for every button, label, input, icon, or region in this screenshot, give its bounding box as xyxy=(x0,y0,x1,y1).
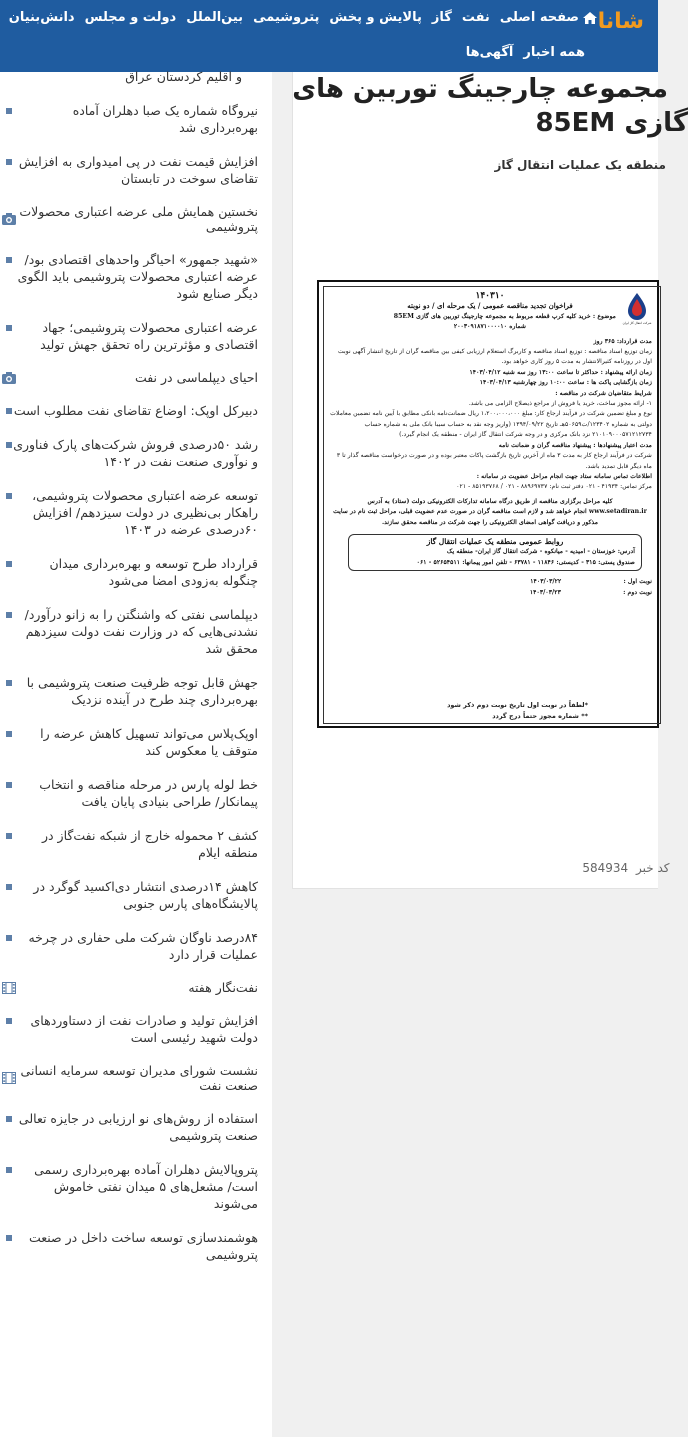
sidebar-news-item[interactable] xyxy=(0,980,258,995)
nav-ads[interactable]: آگهی‌ها xyxy=(465,45,514,60)
news-code-value: 584934 xyxy=(582,861,629,875)
bullet-icon xyxy=(6,935,12,941)
tender-notice-image xyxy=(317,280,659,728)
tender-guarantee: نوع و مبلغ تضمین شرکت در فرآیند ارجاع کار: مبلغ ۱،۲۰۰،۰۰۰،۰۰۰ ریال ضمانت‌نامه بانکی مطابق با آیین نامه تضمین معاملات دولتی به شماره ۱۲۳۴۰۲/ت۵۰۶۵۹هـ تاریخ ۱۳۹۴/۰۹/۲۲ (واریز وجه نقد به حساب سیبا بانک ملی به شماره حساب ۲۱۰۱۰۹۰۰۰۵۷۱۲۱۲۷۳۴ نزد بانک مرکزی و در وجه شرکت انتقال گاز ایران - منطقه یک انجام گیرد.) xyxy=(330,410,652,439)
sidebar-news-item[interactable] xyxy=(0,1161,258,1212)
bullet-icon xyxy=(6,493,12,499)
bullet-icon xyxy=(6,612,12,618)
sidebar-news-item[interactable] xyxy=(0,1229,258,1263)
sidebar-news-title: کشف ۲ محموله خارج از شبکه نفت‌گاز در منطقه ایلام xyxy=(41,828,258,860)
tender-distribution: زمان توزیع اسناد مناقصه : توزیع اسناد مناقصه و کاربرگ استعلام ارزیابی کیفی بین مناقصه گران از تاریخ انتشار آگهی نوبت اول در روزنامه کثیرالانتشار به مدت ۵ روز کاری خواهد بود. xyxy=(337,348,652,366)
tender-date1 xyxy=(328,577,652,587)
nav-knowledge[interactable]: دانش‌بنیان xyxy=(8,10,75,25)
sidebar-news-item[interactable] xyxy=(0,102,258,136)
bullet-icon xyxy=(6,108,12,114)
sidebar-news-title: خط لوله پارس در مرحله مناقصه و انتخاب پیمانکار/ طراحی بنیادی پایان یافت xyxy=(39,777,258,809)
article-title-line2: گازی 85EM xyxy=(535,108,688,138)
tender-date2 xyxy=(328,588,652,598)
bullet-icon xyxy=(6,731,12,737)
sidebar-news-title: پتروپالایش دهلران آماده بهره‌برداری رسمی است/ مشعل‌های ۵ میدان نفتی خاموش می‌شوند xyxy=(34,1162,258,1211)
tender-contact-box xyxy=(348,534,642,571)
film-icon xyxy=(2,982,16,994)
tender-contact-title: اطلاعات تماس سامانه ستاد جهت انجام مراحل عضویت در سامانه : xyxy=(476,472,652,480)
sidebar-news-item[interactable] xyxy=(0,1110,258,1144)
tender-box-contact: صندوق پستی: ۳۱۵ - کدپستی: ۱۱۸۴۶ - ۶۳۷۸۱ - تلفن امور پیمانها: ۵۲۶۵۴۵۱۱ - ۰۶۱ xyxy=(416,558,635,566)
tender-condition-1: ۱- ارائه مجوز ساخت، خرید یا فروش از مراجع ذیصلاح الزامی می باشد. xyxy=(468,400,652,408)
bullet-icon xyxy=(6,1018,12,1024)
top-navbar xyxy=(0,0,658,72)
tender-box-title: روابط عمومی منطقه یک عملیات انتقال گاز xyxy=(426,536,564,546)
sidebar-news-item[interactable] xyxy=(0,606,258,657)
sidebar-news-title: نیروگاه شماره یک صبا دهلران آماده بهره‌برداری شد xyxy=(72,103,258,135)
tender-number: ۱۴۰۳۱۰ xyxy=(475,291,505,301)
bullet-icon xyxy=(6,1235,12,1241)
sidebar-news-list xyxy=(0,69,258,1280)
bullet-icon xyxy=(6,782,12,788)
tender-date1-label: نوبت اول : xyxy=(623,578,652,586)
shana-logo[interactable] xyxy=(597,4,646,34)
sidebar-news-title: جهش قابل توجه ظرفیت صنعت پتروشیمی با بهره‌برداری چند طرح در آینده نزدیک xyxy=(26,675,258,707)
tender-setad: کلیه مراحل برگزاری مناقصه از طریق درگاه سامانه تدارکات الکترونیکی دولت (ستاد) به آدرس xyxy=(367,497,613,505)
sidebar-news-item[interactable] xyxy=(0,370,258,385)
bullet-icon xyxy=(6,680,12,686)
article-area xyxy=(292,72,688,889)
sidebar-news-item[interactable] xyxy=(0,487,258,538)
sidebar-news-item[interactable] xyxy=(0,827,258,861)
nav-refining[interactable]: پالایش و پخش xyxy=(329,10,422,25)
tender-notice xyxy=(323,286,661,724)
secondary-nav xyxy=(461,43,590,63)
tender-opening: زمان بازگشایی پاکت ها : ساعت ۱۰:۰۰ روز چهارشنبه ۱۴۰۳/۰۴/۱۳ xyxy=(479,379,652,387)
sidebar-news-title: نشست شورای مدیران توسعه سرمایه انسانی صنعت نفت xyxy=(20,1063,258,1093)
sidebar-news-title: دیپلماسی نفتی که واشنگتن را به زانو درآورد/ نشدنی‌هایی که در وزارت نفت دولت سیزدهم محقق شد xyxy=(24,607,258,656)
nav-petrochemical[interactable]: پتروشیمی xyxy=(253,10,320,25)
svg-text:شانا: شانا xyxy=(597,9,644,34)
sidebar-news-item[interactable] xyxy=(0,929,258,963)
sidebar-news-item[interactable] xyxy=(0,1012,258,1046)
sidebar-news-item[interactable] xyxy=(0,153,258,187)
article-title xyxy=(292,72,688,140)
bullet-icon xyxy=(6,561,12,567)
main-nav xyxy=(0,8,602,28)
sidebar-news-title: رشد ۵۰درصدی فروش شرکت‌های پارک فناوری و نوآوری صنعت نفت در ۱۴۰۲ xyxy=(13,437,258,469)
tender-date2-value: ۱۴۰۳/۰۳/۲۳ xyxy=(529,588,561,596)
tender-contact: مرکز تماس: ۴۱۹۳۴ - ۰۲۱ دفتر ثبت نام: ۸۸۹۶۹۷۳۷ - ۰۲۱ / ۸۵۱۹۳۷۶۸ - ۰۲۱ xyxy=(456,483,652,491)
bullet-icon xyxy=(6,833,12,839)
bullet-icon xyxy=(6,408,12,414)
sidebar-news-item[interactable] xyxy=(0,68,258,85)
sidebar-news-title: ۸۴درصد ناوگان شرکت ملی حفاری در چرخه عملیات قرار دارد xyxy=(28,930,258,962)
sidebar-news-item[interactable] xyxy=(0,402,258,419)
news-code xyxy=(582,861,670,875)
bullet-icon xyxy=(6,257,12,263)
sidebar-news-item[interactable] xyxy=(0,436,258,470)
sidebar-news-item[interactable] xyxy=(0,555,258,589)
article-subtitle: منطقه یک عملیات انتقال گاز xyxy=(494,158,666,172)
tender-subject: موضوع : خرید کلیه کرپ قطعه مربوط به مجموعه چارجینگ توربین های گازی 85EM xyxy=(393,312,616,320)
bullet-icon xyxy=(6,884,12,890)
sidebar-news-title: احیای دیپلماسی در نفت xyxy=(134,370,258,385)
sidebar-news-item[interactable] xyxy=(0,251,258,302)
sidebar-news-item[interactable] xyxy=(0,725,258,759)
sidebar-news-item[interactable] xyxy=(0,204,258,234)
bullet-icon xyxy=(6,1167,12,1173)
nav-international[interactable]: بین‌الملل xyxy=(186,10,244,25)
nav-all-news[interactable]: همه اخبار xyxy=(523,45,585,60)
sidebar-news-title: کاهش ۱۴درصدی انتشار دی‌اکسید گوگرد در پالایشگاه‌های پارس جنوبی xyxy=(33,879,258,911)
sidebar-news-title: اوپک‌پلاس می‌تواند تسهیل کاهش عرضه را متوقف یا معکوس کند xyxy=(40,726,258,758)
nav-home-label: صفحه اصلی xyxy=(499,10,579,25)
sidebar-news-title: افزایش قیمت نفت در پی امیدواری به افزایش تقاضای سوخت در تابستان xyxy=(18,154,258,186)
sidebar-news-title: «شهید جمهور» احیاگر واحدهای اقتصادی بود/ عرضه اعتباری محصولات پتروشیمی باید الگوی دیگر صنایع شود xyxy=(17,252,258,301)
bullet-icon xyxy=(6,442,12,448)
tender-heading: فراخوان تجدید مناقصه عمومی / یک مرحله ای / دو نوبته xyxy=(407,301,573,311)
tender-validity-text: شرکت در فرآیند ارجاع کار به مدت ۳ ماه از آخرین تاریخ بازگشت پاکات معتبر بوده و در صورت درخواست مناقصه گذار تا ۳ ماه دیگر قابل تمدید باشد. xyxy=(336,452,652,470)
bullet-icon xyxy=(6,159,12,165)
sidebar-news-item[interactable] xyxy=(0,1063,258,1093)
sidebar-news-title: هوشمندسازی توسعه ساخت داخل در صنعت پتروشیمی xyxy=(28,1230,258,1262)
sidebar-news-title: افزایش تولید و صادرات نفت از دستاوردهای دولت شهید رئیسی است xyxy=(30,1013,258,1045)
sidebar-news-item[interactable] xyxy=(0,776,258,810)
camera-icon xyxy=(2,372,16,384)
tender-dates xyxy=(328,577,652,598)
news-code-label: کد خبر xyxy=(636,861,670,875)
sidebar-news-title: قرارداد طرح توسعه و بهره‌برداری میدان چنگوله به‌زودی امضا می‌شود xyxy=(49,556,258,588)
sidebar-news-item[interactable] xyxy=(0,674,258,708)
tender-conditions: شرایط متقاضیان شرکت در مناقصه : xyxy=(555,389,652,397)
bullet-icon xyxy=(6,325,12,331)
nav-oil[interactable]: نفت xyxy=(461,10,490,25)
film-icon xyxy=(2,1072,16,1084)
nav-government[interactable]: دولت و مجلس xyxy=(84,10,177,25)
sidebar-news-title: استفاده از روش‌های نو ارزیابی در جایزه تعالی صنعت پتروشیمی xyxy=(18,1111,258,1143)
sidebar-news-title: نفت‌نگار هفته xyxy=(188,980,258,995)
sidebar-news-title: و اقلیم کردستان عراق xyxy=(125,69,242,84)
sidebar-news-item[interactable] xyxy=(0,878,258,912)
nigc-logo-icon xyxy=(620,291,654,325)
tender-setad-url: www.setadiran.ir انجام خواهد شد و لازم است مناقصه گران در صورت عدم عضویت قبلی، مراحل ثبت نام در سایت xyxy=(333,508,647,516)
nav-home[interactable] xyxy=(495,8,602,28)
tender-submission: زمان ارائه پیشنهاد : حداکثر تا ساعت ۱۳:۰۰ روز سه شنبه ۱۴۰۳/۰۴/۱۲ xyxy=(469,368,652,376)
tender-number2: شماره ۲۰۰۳۰۹۱۸۷۱۰۰۰۰۱۰ xyxy=(453,323,527,331)
home-icon xyxy=(583,12,597,24)
sidebar-news-item[interactable] xyxy=(0,319,258,353)
sidebar-news-title: نخستین همایش ملی عرضه اعتباری محصولات پتروشیمی xyxy=(19,204,258,234)
tender-date1-value: ۱۴۰۳/۰۳/۲۲ xyxy=(530,578,562,586)
tender-box-address: آدرس: خوزستان - امیدیه - میانکوه - شرکت انتقال گاز ایران- منطقه یک xyxy=(446,548,635,556)
tender-footnote-1: *لطفاً در نوبت اول تاریخ نوبت دوم ذکر شود xyxy=(447,701,588,709)
tender-footnote-2: ** شماره مجوز حتماً درج گردد xyxy=(492,712,588,720)
svg-text:شرکت انتقال گاز ایران: شرکت انتقال گاز ایران xyxy=(622,321,652,325)
sidebar-news-title: توسعه عرضه اعتباری محصولات پتروشیمی، راهکار بی‌نظیری در دولت سیزدهم/ افزایش ۶۰درصدی عرضه در ۱۴۰۳ xyxy=(32,488,258,537)
sidebar xyxy=(0,69,272,1437)
tender-validity: مدت اعتبار پیشنهادها : پیشنهاد مناقصه گران و ضمانت نامه xyxy=(498,441,652,449)
camera-icon xyxy=(2,213,16,225)
article-title-line1: مجموعه چارجینگ توربین های xyxy=(292,74,668,104)
tender-footnotes xyxy=(447,700,588,722)
nav-gas[interactable]: گاز xyxy=(431,10,452,25)
sidebar-news-title: عرضه اعتباری محصولات پتروشیمی؛ جهاد اقتصادی و مؤثرترین راه تحقق جهش تولید xyxy=(40,320,258,352)
tender-contract-duration: مدت قرارداد: ۳۶۵ روز xyxy=(593,337,652,345)
tender-setad-note: مذکور و دریافت گواهی امضای الکترونیکی را جهت شرکت در مناقصه محقق سازند. xyxy=(381,518,599,526)
bullet-icon xyxy=(6,1116,12,1122)
tender-date2-label: نوبت دوم : xyxy=(623,588,652,596)
sidebar-news-title: دبیرکل اوپک: اوضاع تقاضای نفت مطلوب است xyxy=(13,403,258,418)
